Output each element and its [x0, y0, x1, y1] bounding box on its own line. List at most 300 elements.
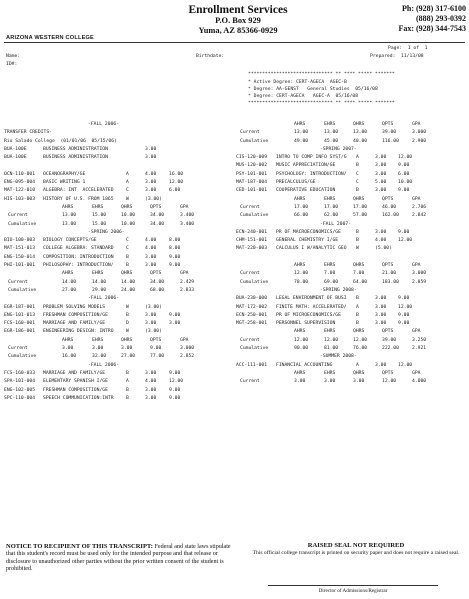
course-title: PSYCHOLOGY: INTRODUCTION/ — [276, 171, 347, 177]
term-heading — [236, 288, 468, 296]
gpa-value: 69.00 — [324, 279, 339, 285]
prepared-date: Prepared: 11/13/08 — [370, 54, 424, 59]
course-points: 6.00 — [169, 188, 181, 194]
birthdate-label: Birthdate: — [196, 54, 225, 59]
course-code: PHI-101-001 — [4, 263, 36, 269]
course-grade: W — [126, 304, 129, 310]
gpa-header: GPA — [412, 122, 421, 127]
gpa-header: GPA — [180, 204, 189, 210]
transfer-line — [4, 139, 229, 147]
recipient-notice — [6, 543, 232, 574]
course-grade: B — [356, 321, 359, 327]
gpa-value: 3.250 — [412, 337, 427, 343]
course-grade: B — [356, 163, 359, 169]
course-title: FRESHMAN COMPOSITION/GE — [43, 312, 108, 318]
gpa-row-label: Current — [240, 204, 260, 210]
gpa-value: 12.00 — [294, 337, 309, 343]
course-code: ENG-102-005 — [4, 387, 36, 393]
course-title: CALCULUS I W/ANALYTIC GEO — [276, 246, 347, 252]
course-hours: 4.00 — [375, 238, 387, 244]
course-title: FRESHMAN COMPOSITION/GE — [43, 387, 108, 393]
term-heading — [236, 222, 468, 230]
gpa-value: 40.00 — [353, 138, 368, 144]
gpa-header: AHRS — [62, 337, 74, 343]
course-row — [236, 321, 468, 329]
term-heading — [4, 363, 229, 371]
gpa-value: 3.000 — [412, 130, 427, 136]
course-code: MAT-220-003 — [236, 246, 268, 252]
course-grade: A — [356, 155, 359, 161]
office-title: Enrollment Services — [188, 4, 288, 16]
course-title: COOPERATIVE EDUCATION — [276, 188, 336, 194]
gpa-header: QPTS — [382, 329, 394, 335]
course-grade: B — [356, 229, 359, 235]
gpa-header: EHRS — [324, 196, 336, 202]
gpa-value: 27.00 — [62, 287, 77, 293]
gpa-value: 49.00 — [294, 138, 309, 144]
course-hours: 3.00 — [375, 171, 387, 177]
course-points: 9.00 — [398, 163, 410, 169]
course-hours: (5.00) — [375, 246, 392, 252]
gpa-value: 90.00 — [294, 346, 309, 352]
gpa-value: 2.900 — [412, 138, 427, 144]
gpa-header: EHRS — [324, 263, 336, 269]
gpa-header: QPTS — [382, 196, 394, 202]
course-code: ACC-111-001 — [236, 362, 268, 368]
course-row — [4, 188, 229, 196]
fax: Fax: (928) 344-7543 — [398, 24, 466, 33]
course-points: 12.00 — [169, 379, 184, 385]
gpa-value: 39.00 — [382, 130, 397, 136]
course-row — [236, 163, 468, 171]
gpa-value: 2.842 — [412, 213, 427, 219]
course-grade: B — [126, 370, 129, 376]
course-code: BIO-100-003 — [4, 238, 36, 244]
course-grade: A — [126, 171, 129, 177]
course-title: HISTORY OF U.S. FROM 1865 — [43, 196, 114, 202]
gpa-value: 7.00 — [324, 271, 336, 277]
degree-box-bottom: ****************************** ** **** ***** ******* — [248, 101, 395, 106]
course-code: OCN-110-001 — [4, 171, 36, 177]
seal-notice — [251, 543, 461, 556]
course-title: BIOLOGY CONCEPTS/GE — [43, 238, 97, 244]
course-points: 9.00 — [169, 254, 181, 260]
course-code: EGR-186-001 — [4, 329, 36, 335]
course-title: LEGAL ENVIRONMENT OF BUSI — [276, 296, 347, 302]
course-row — [4, 246, 229, 254]
gpa-value: 2.429 — [180, 279, 195, 285]
course-row — [4, 313, 229, 321]
course-code: MAT-151-013 — [4, 246, 36, 252]
gpa-header: QPTS — [382, 263, 394, 269]
course-hours: 3.00 — [375, 163, 387, 169]
institution-header — [168, 4, 308, 36]
gpa-value: 21.00 — [382, 271, 397, 277]
gpa-value: 64.00 — [353, 279, 368, 285]
gpa-value: 12.00 — [294, 271, 309, 277]
gpa-value: 2.706 — [412, 204, 427, 210]
gpa-value: 45.00 — [324, 138, 339, 144]
gpa-value: 7.00 — [353, 271, 365, 277]
gpa-row-label: Cumulative — [240, 213, 269, 219]
course-grade: B — [356, 188, 359, 194]
gpa-header-row — [236, 197, 468, 205]
seal-body: This official college transcript is printed on security paper and does not require a raised seal. — [252, 549, 460, 556]
gpa-value: 2.859 — [412, 279, 427, 285]
gpa-header: GPA — [412, 329, 421, 335]
gpa-row-label: Cumulative — [8, 221, 37, 227]
course-hours: 3.00 — [145, 254, 157, 260]
gpa-header: QPTS — [150, 204, 162, 210]
gpa-row-label: Current — [240, 130, 260, 136]
term-label: -FALL 2006- — [88, 122, 120, 127]
course-points: 9.00 — [398, 296, 410, 302]
gpa-header: QHRS — [121, 337, 133, 343]
gpa-value: 14.00 — [62, 279, 77, 285]
gpa-row-label: Current — [240, 271, 260, 277]
gpa-header: AHRS — [294, 122, 306, 127]
course-grade: B — [126, 263, 129, 269]
course-row — [236, 246, 468, 254]
gpa-value: 3.000 — [180, 346, 195, 352]
gpa-header: EHRS — [92, 337, 104, 343]
gpa-row-label: Current — [8, 279, 28, 285]
gpa-value: 76.00 — [353, 346, 368, 352]
term-label: -SUMMER 2008- — [320, 354, 357, 360]
course-row — [4, 329, 229, 337]
transfer-text: Rio Salado College (01/01/06 05/15/06) — [4, 138, 117, 144]
course-code: FCS-160-033 — [4, 370, 36, 376]
gpa-header: QHRS — [353, 196, 365, 202]
course-hours: 3.00 — [375, 304, 387, 310]
course-points: 12.00 — [398, 362, 413, 368]
gpa-header-row — [236, 122, 468, 130]
course-points: 6.00 — [398, 171, 410, 177]
gpa-row-label: Cumulative — [8, 287, 37, 293]
course-code: ENG-101-013 — [4, 312, 36, 318]
course-code: BUA-100E — [4, 146, 27, 152]
gpa-value: 29.00 — [92, 287, 107, 293]
course-code: SPC-110-004 — [4, 395, 36, 401]
gpa-value: 27.00 — [121, 354, 136, 360]
gpa-header: GPA — [180, 337, 189, 343]
course-points: 8.00 — [169, 246, 181, 252]
course-title: BUSINESS ADMINISTRATION — [43, 146, 108, 152]
course-grade: B — [126, 312, 129, 318]
course-points: 9.00 — [169, 370, 181, 376]
course-points: 9.00 — [398, 188, 410, 194]
course-hours: 3.00 — [145, 155, 157, 161]
gpa-header: EHRS — [92, 271, 104, 277]
gpa-header: EHRS — [324, 370, 336, 376]
gpa-row-label: Cumulative — [8, 354, 37, 360]
course-title: ENGINEERING DESIGN: INTRO — [43, 329, 114, 335]
gpa-header: QPTS — [382, 370, 394, 376]
gpa-header: AHRS — [294, 263, 306, 269]
gpa-value: 77.00 — [150, 354, 165, 360]
course-code: FCS-160-001 — [4, 321, 36, 327]
gpa-header: QHRS — [353, 370, 365, 376]
gpa-value: 32.00 — [92, 354, 107, 360]
course-row — [4, 396, 229, 404]
gpa-summary-row — [236, 271, 468, 279]
course-grade: W — [126, 196, 129, 202]
gpa-header: GPA — [180, 271, 189, 277]
term-heading — [4, 230, 229, 238]
course-grade: A — [356, 362, 359, 368]
course-points: 8.00 — [169, 238, 181, 244]
course-points: 12.00 — [169, 180, 184, 186]
gpa-value: 3.00 — [62, 346, 74, 352]
office-city: Yuma, AZ 85366-0929 — [198, 26, 278, 35]
course-grade: C — [126, 238, 129, 244]
gpa-summary-row — [236, 338, 468, 346]
gpa-value: 14.00 — [92, 279, 107, 285]
course-grade: B — [356, 312, 359, 318]
course-grade: A — [126, 180, 129, 186]
gpa-value: 3.00 — [324, 379, 336, 385]
transcript-right-column — [236, 122, 468, 388]
course-grade: C — [126, 188, 129, 194]
degree-line-1: * Active Degree: CERT-AGECA AGEC-B — [248, 80, 347, 85]
notice-title: NOTICE TO RECIPIENT OF THIS TRANSCRIPT: — [6, 543, 153, 550]
course-title: ALGEBRA: INT ACCELERATED — [43, 188, 114, 194]
gpa-summary-row — [236, 379, 468, 387]
course-hours: 3.00 — [145, 387, 157, 393]
course-code: SPA-101-004 — [4, 379, 36, 385]
course-hours: 3.00 — [145, 263, 157, 269]
degree-line-3: * Degree: CERT-AGECA AGEC-A 05/16/08 — [248, 94, 359, 99]
course-hours: 4.00 — [145, 171, 157, 177]
course-title: MARRIAGE AND FAMILY/GE — [43, 370, 106, 376]
term-heading — [4, 296, 229, 304]
course-hours: 3.00 — [375, 155, 387, 161]
gpa-header-row — [236, 371, 468, 379]
gpa-row-label: Cumulative — [240, 138, 269, 144]
gpa-header: AHRS — [294, 329, 306, 335]
course-code: ENG-095-004 — [4, 180, 36, 186]
course-points: 9.00 — [398, 229, 410, 235]
gpa-value: 3.00 — [92, 346, 104, 352]
term-label: -SPRING 2008- — [320, 287, 357, 293]
gpa-value: 2.921 — [412, 346, 427, 352]
gpa-header: AHRS — [294, 196, 306, 202]
gpa-value: 15.00 — [92, 213, 107, 219]
gpa-value: 2.852 — [180, 354, 195, 360]
course-row — [4, 305, 229, 313]
course-points: 9.00 — [169, 312, 181, 318]
gpa-summary-row — [4, 346, 229, 354]
course-row — [236, 313, 468, 321]
course-hours: 4.00 — [145, 379, 157, 385]
course-hours: 3.00 — [145, 312, 157, 318]
gpa-value: 14.00 — [121, 279, 136, 285]
course-row — [236, 155, 468, 163]
gpa-value: 39.00 — [382, 337, 397, 343]
course-row — [4, 180, 229, 188]
id-label: ID#: — [6, 62, 18, 67]
gpa-value: 10.00 — [121, 213, 136, 219]
course-grade: W — [126, 329, 129, 335]
gpa-summary-row — [4, 288, 229, 296]
gpa-summary-row — [4, 213, 229, 221]
transfer-line — [4, 130, 229, 138]
term-heading — [236, 354, 468, 362]
course-code: HIS-103-003 — [4, 196, 36, 202]
course-hours: 3.00 — [145, 146, 157, 152]
course-code: EGR-187-001 — [4, 304, 36, 310]
course-grade: D — [126, 321, 129, 327]
gpa-value: 46.00 — [382, 204, 397, 210]
course-hours: (3.00) — [145, 196, 162, 202]
course-title: SPEECH COMMUNICATION:INTR — [43, 395, 114, 401]
course-row — [236, 305, 468, 313]
course-hours: (3.00) — [145, 304, 162, 310]
gpa-header: EHRS — [92, 204, 104, 210]
gpa-value: 9.00 — [150, 346, 162, 352]
course-hours: 3.00 — [145, 180, 157, 186]
gpa-value: 68.00 — [150, 287, 165, 293]
gpa-value: 13.00 — [62, 213, 77, 219]
gpa-row-label: Current — [8, 346, 28, 352]
course-row — [4, 371, 229, 379]
gpa-header: QHRS — [353, 329, 365, 335]
course-code: BUA-100E — [4, 155, 27, 161]
gpa-header: QPTS — [150, 337, 162, 343]
course-code: ECN-240-001 — [236, 229, 268, 235]
seal-title: RAISED SEAL NOT REQUIRED — [307, 542, 405, 549]
transcript-left-column — [4, 122, 229, 404]
course-title: ELEMENTARY SPANISH I/GE — [43, 379, 108, 385]
gpa-header-row — [236, 329, 468, 337]
course-row — [4, 255, 229, 263]
course-title: OCEANOGRAPHY/GE — [43, 171, 86, 177]
course-grade: C — [356, 171, 359, 177]
course-hours: 3.00 — [145, 188, 157, 194]
course-title: COLLEGE ALGEBRA: STANDARD — [43, 246, 114, 252]
course-title: PR OF MICROECONOMICS/GE — [276, 312, 341, 318]
gpa-row-label: Cumulative — [240, 346, 269, 352]
gpa-summary-row — [236, 213, 468, 221]
course-code: CHM-151-001 — [236, 238, 268, 244]
gpa-value: 13.00 — [62, 221, 77, 227]
course-grade: C — [356, 180, 359, 186]
course-grade: B — [356, 238, 359, 244]
course-hours: 3.00 — [375, 362, 387, 368]
gpa-header: EHRS — [324, 122, 336, 127]
course-title: GENERAL CHEMISTRY I/GE — [276, 238, 339, 244]
gpa-value: 57.00 — [353, 213, 368, 219]
course-row — [4, 155, 229, 163]
gpa-value: 4.000 — [412, 379, 427, 385]
gpa-value: 34.00 — [150, 279, 165, 285]
gpa-value: 13.00 — [324, 130, 339, 136]
gpa-row-label: Current — [240, 337, 260, 343]
course-row — [4, 147, 229, 155]
gpa-row-label: Current — [8, 213, 28, 219]
gpa-value: 62.00 — [324, 213, 339, 219]
course-grade: W — [356, 246, 359, 252]
course-title: BUSINESS ADMINISTRATION — [43, 155, 108, 161]
gpa-value: 66.00 — [294, 213, 309, 219]
course-hours: 5.00 — [375, 180, 387, 186]
gpa-value: 3.400 — [180, 221, 195, 227]
gpa-value: 3.00 — [121, 346, 133, 352]
spacer-row — [236, 255, 468, 263]
course-hours: 4.00 — [145, 238, 157, 244]
spacer-row — [4, 163, 229, 171]
college-logo: ARIZONA WESTERN COLLEGE — [6, 35, 94, 41]
gpa-header: QPTS — [382, 122, 394, 127]
course-grade: B — [126, 254, 129, 260]
course-points: 9.00 — [169, 263, 181, 269]
course-title: COMPOSITION: INTRODUCTION — [43, 254, 114, 260]
course-code: ENG-150-014 — [4, 254, 36, 260]
gpa-value: 10.00 — [121, 221, 136, 227]
course-code: MGT-258-001 — [236, 321, 268, 327]
gpa-header-row — [4, 205, 229, 213]
gpa-header: QPTS — [150, 271, 162, 277]
course-row — [4, 379, 229, 387]
gpa-value: 13.00 — [353, 130, 368, 136]
course-code: CIS-120-009 — [236, 155, 268, 161]
gpa-summary-row — [4, 222, 229, 230]
transfer-text: TRANSFER CREDITS- — [4, 130, 52, 136]
gpa-value: 183.00 — [382, 279, 399, 285]
course-grade: A — [126, 379, 129, 385]
gpa-header: EHRS — [324, 329, 336, 335]
course-row — [236, 296, 468, 304]
course-hours: 4.00 — [145, 246, 157, 252]
gpa-value: 2.833 — [180, 287, 195, 293]
course-title: PR OF MACROECONOMICS/GE — [276, 229, 341, 235]
gpa-value: 13.00 — [294, 130, 309, 136]
course-title: PROBLEM SOLVING MODELS — [43, 304, 106, 310]
term-label: -FALL 2006- — [88, 296, 120, 302]
gpa-value: 222.00 — [382, 346, 399, 352]
course-grade: C — [126, 246, 129, 252]
course-title: FINANCIAL ACCOUNTING — [276, 362, 333, 368]
phone: Ph: (928) 317-6100 — [402, 4, 466, 13]
course-title: INTRO TO COMP INFO SYST/G — [276, 155, 347, 161]
course-code: MAT-172-002 — [236, 304, 268, 310]
gpa-header: QHRS — [121, 204, 133, 210]
course-row — [4, 321, 229, 329]
gpa-value: 81.00 — [324, 346, 339, 352]
gpa-value: 3.400 — [180, 213, 195, 219]
course-grade: B — [126, 395, 129, 401]
course-row — [236, 230, 468, 238]
course-hours: 3.00 — [145, 321, 157, 327]
gpa-header-row — [236, 263, 468, 271]
gpa-header: GPA — [412, 370, 421, 376]
term-label: -FALL 2007- — [320, 221, 352, 227]
course-title: MARRIAGE AND FAMILY/GE — [43, 321, 106, 327]
course-row — [236, 363, 468, 371]
term-label: -SPRING 2007- — [320, 146, 357, 152]
gpa-summary-row — [236, 130, 468, 138]
header-divider — [4, 42, 465, 43]
gpa-header-row — [4, 271, 229, 279]
gpa-value: 17.00 — [294, 204, 309, 210]
office-box: P.O. Box 929 — [215, 16, 261, 25]
course-grade: A — [356, 304, 359, 310]
course-row — [4, 238, 229, 246]
name-label: Name: — [6, 54, 21, 59]
course-code: PSY-101-001 — [236, 171, 268, 177]
course-title: FINITE MATH: ACCELERATED/ — [276, 304, 347, 310]
course-points: 12.00 — [398, 238, 413, 244]
